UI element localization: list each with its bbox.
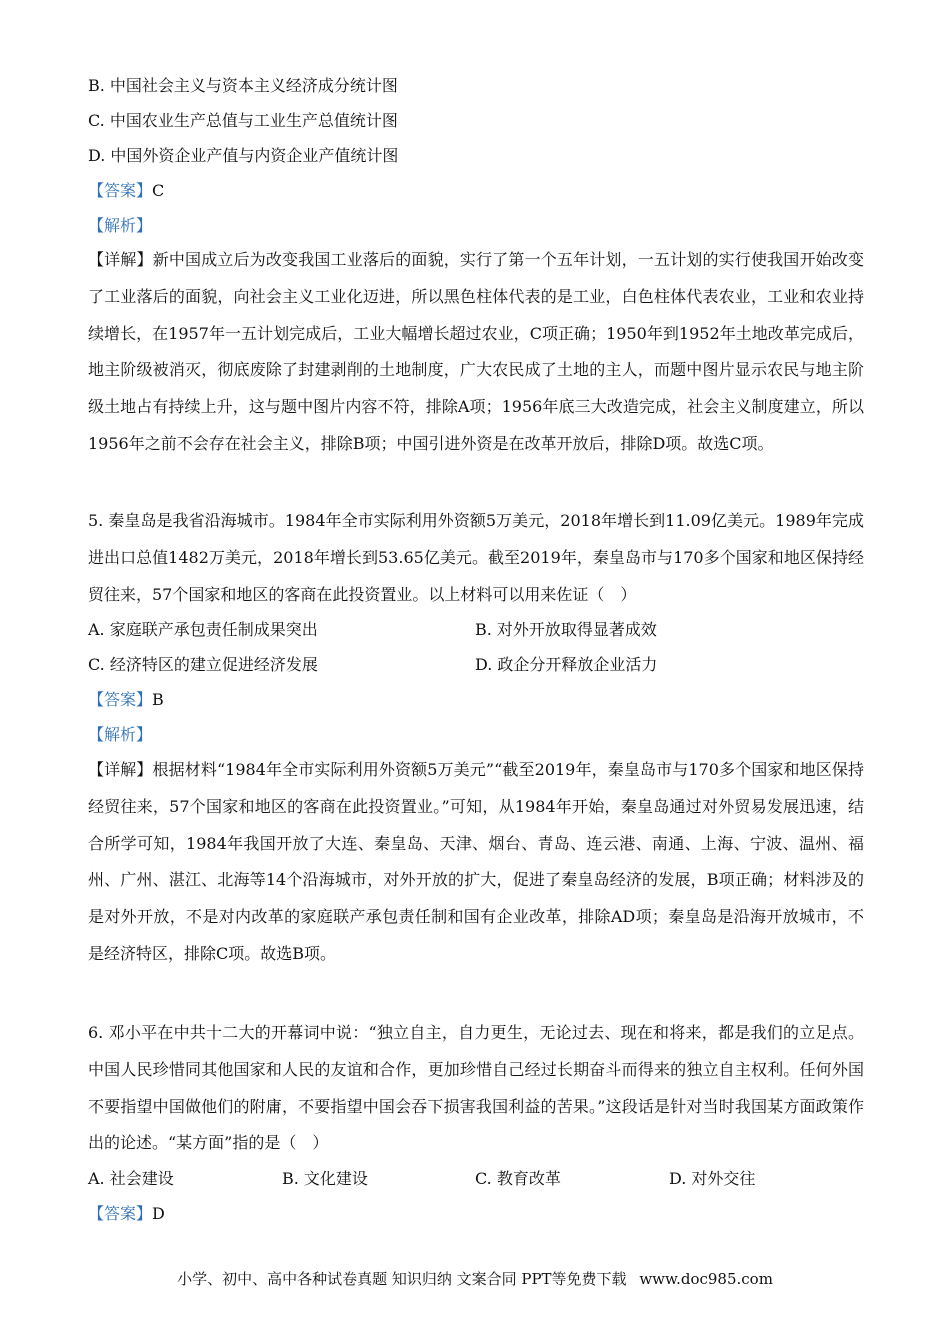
q6-option-b: B. 文化建设 — [282, 1169, 368, 1188]
q6-option-a: A. 社会建设 — [88, 1169, 174, 1188]
q5-answer — [88, 688, 868, 712]
page-footer — [0, 1268, 950, 1289]
q5-answer-label: 【答案】 — [88, 690, 153, 709]
q4-option-c: C. 中国农业生产总值与工业生产总值统计图 — [88, 111, 398, 130]
q5-stem: 5. 秦皇岛是我省沿海城市。1984年全市实际利用外资额5万美元，2018年增长到11.09亿美元。1989年完成进出口总值1482万美元，2018年增长到53.65亿美元。截至2019年，秦皇岛市与170多个国家和地区保持经贸往来，57个国家和地区的客商在此投资置业。以上材料可以用来佐证（ ） — [88, 511, 864, 604]
q4-answer-value: C — [152, 181, 165, 200]
q5-option-a: A. 家庭联产承包责任制成果突出 — [88, 620, 318, 639]
q5-analysis-label: 【解析】 — [88, 725, 153, 744]
q6-answer — [88, 1202, 868, 1226]
q4-option-b: B. 中国社会主义与资本主义经济成分统计图 — [88, 76, 398, 95]
q5-answer-value: B — [152, 690, 164, 709]
q6-stem: 6. 邓小平在中共十二大的开幕词中说：“独立自主，自力更生，无论过去、现在和将来，都是我们的立足点。中国人民珍惜同其他国家和人民的友谊和合作，更加珍惜自己经过长期奋斗而得来的独立自主权利。任何外国不要指望中国做他们的附庸，不要指望中国会吞下损害我国利益的苦果。”这段话是针对当时我国某方面政策作出的论述。“某方面”指的是（ ） — [88, 1023, 864, 1153]
q6-option-d: D. 对外交往 — [669, 1169, 756, 1188]
q6-answer-label: 【答案】 — [88, 1204, 153, 1223]
q4-detail-text: 新中国成立后为改变我国工业落后的面貌，实行了第一个五年计划，一五计划的实行使我国开始改变了工业落后的面貌，向社会主义工业化迈进，所以黑色柱体代表的是工业，白色柱体代表农业，工业和农业持续增长，在1957年一五计划完成后，工业大幅增长超过农业，C项正确；1950年到1952年土地改革完成后，地主阶级被消灭，彻底废除了封建剥削的土地制度，广大农民成了土地的主人，而题中图片显示农民与地主阶级土地占有持续上升，这与题中图片内容不符，排除A项；1956年底三大改造完成，社会主义制度建立，所以1956年之前不会存在社会主义，排除B项；中国引进外资是在改革开放后，排除D项。故选C项。 — [88, 250, 864, 453]
q5-option-b: B. 对外开放取得显著成效 — [475, 620, 657, 639]
q4-detail-label: 【详解】 — [88, 250, 153, 269]
footer-text: 小学、初中、高中各种试卷真题 知识归纳 文案合同 PPT等免费下载 — [177, 1270, 627, 1288]
q5-detail-label: 【详解】 — [88, 760, 153, 779]
q6-answer-value: D — [152, 1204, 165, 1223]
q4-detail — [88, 242, 864, 463]
q4-option-d: D. 中国外资企业产值与内资企业产值统计图 — [88, 146, 399, 165]
q5-option-c: C. 经济特区的建立促进经济发展 — [88, 655, 318, 674]
q6-option-c: C. 教育改革 — [475, 1169, 561, 1188]
q5-detail-text: 根据材料“1984年全市实际利用外资额5万美元”“截至2019年，秦皇岛市与170多个国家和地区保持经贸往来，57个国家和地区的客商在此投资置业。”可知，从1984年开始，秦皇岛通过对外贸易发展迅速，结合所学可知，1984年我国开放了大连、秦皇岛、天津、烟台、青岛、连云港、南通、上海、宁波、温州、福州、广州、湛江、北海等14个沿海城市，对外开放的扩大，促进了秦皇岛经济的发展，B项正确；材料涉及的是对外开放，不是对内改革的家庭联产承包责任制和国有企业改革，排除AD项；秦皇岛是沿海开放城市，不是经济特区，排除C项。故选B项。 — [88, 760, 864, 963]
q5-option-d: D. 政企分开释放企业活力 — [475, 655, 658, 674]
q4-answer — [88, 179, 868, 203]
footer-url[interactable]: www.doc985.com — [639, 1270, 773, 1288]
q4-answer-label: 【答案】 — [88, 181, 153, 200]
q4-analysis-label: 【解析】 — [88, 216, 153, 235]
q5-detail — [88, 752, 864, 973]
